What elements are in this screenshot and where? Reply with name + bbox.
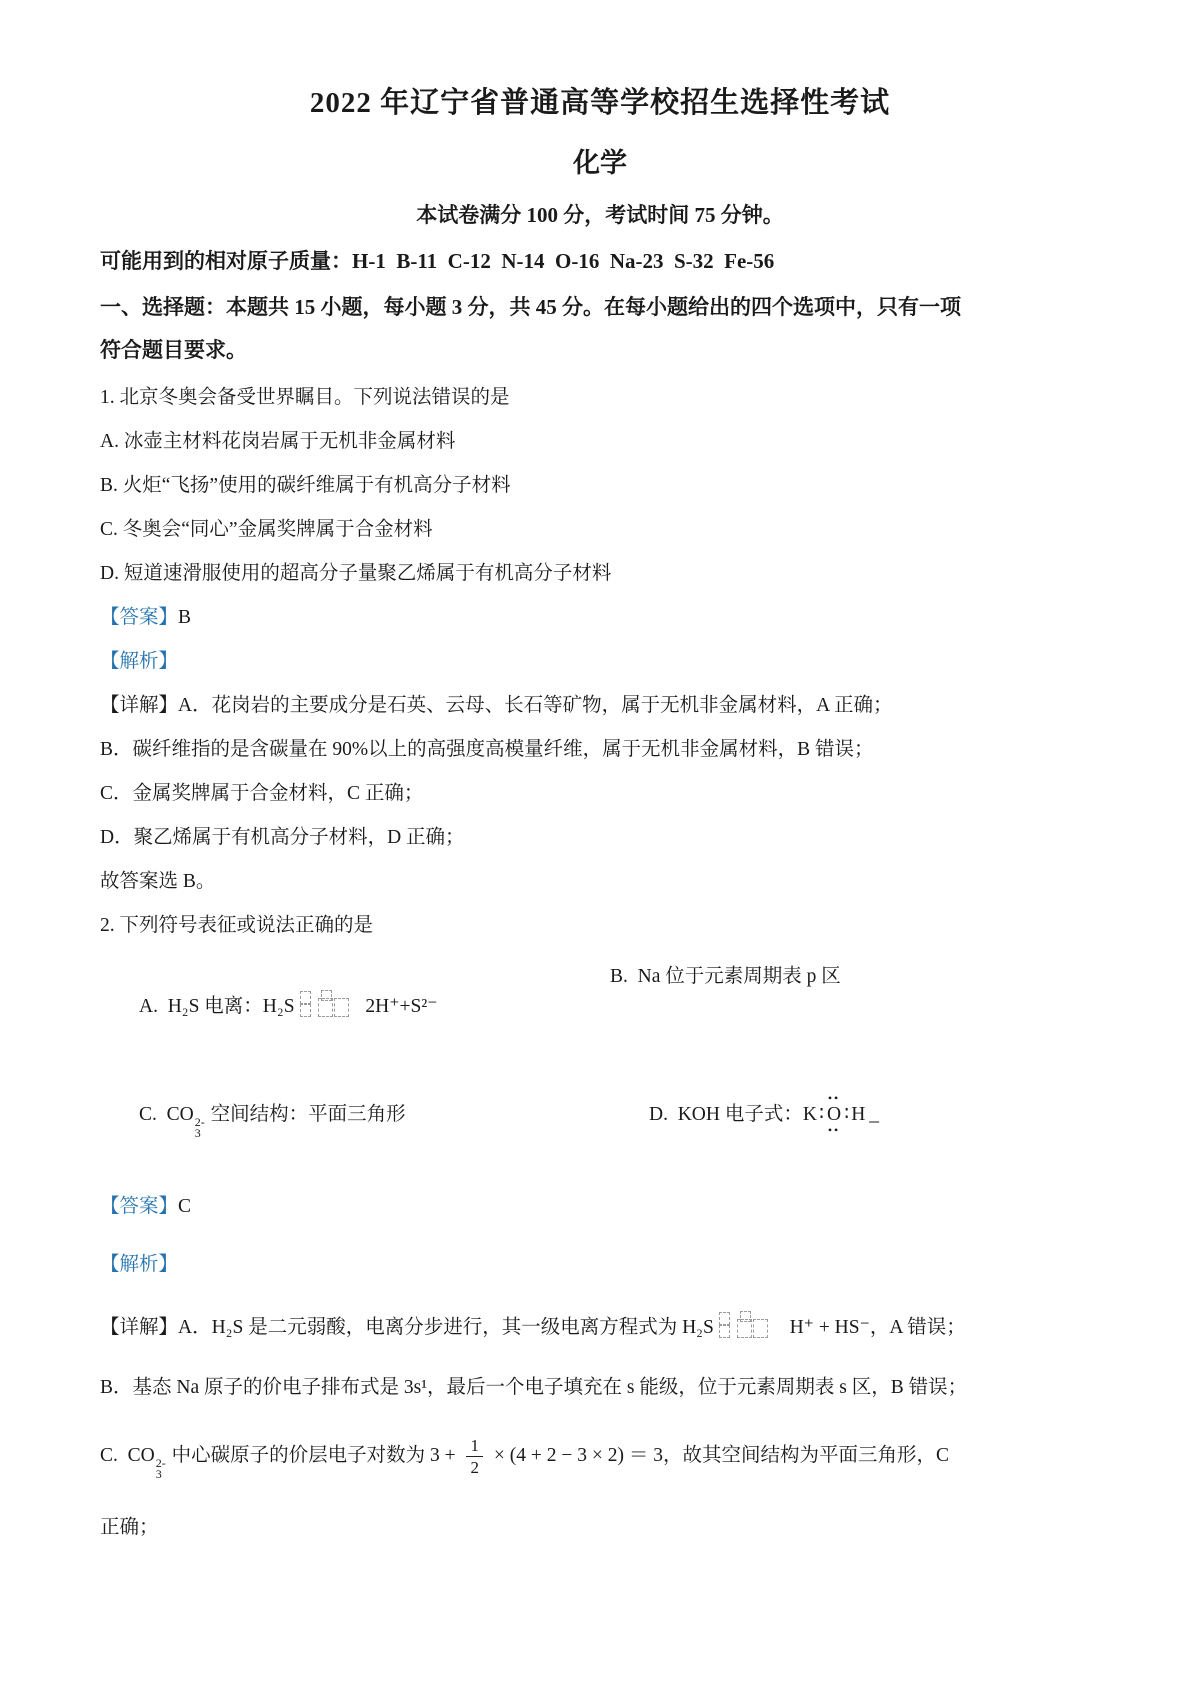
analysis-label: 【解析】: [100, 1254, 179, 1276]
section-heading-line1: 一、选择题：本题共 15 小题，每小题 3 分，共 45 分。在每小题给出的四个选项中，只有一项: [100, 294, 961, 319]
ef-underscore: _: [869, 1104, 880, 1126]
question-1: [100, 386, 1100, 894]
analysis-label: 【解析】: [100, 651, 179, 673]
q1-detail-b: B．碳纤维指的是含碳量在 90%以上的高强度高模量纤维，属于无机非金属材料，B 错误；: [100, 739, 874, 761]
q1-detail-d: D．聚乙烯属于有机高分子材料，D 正确；: [100, 827, 465, 849]
q2-option-c: [100, 1076, 610, 1165]
missing-glyph-boxes-icon: [300, 990, 356, 1017]
q2-detail-c-pre: C.: [100, 1445, 128, 1467]
co3-charge-stack: 2- 3: [194, 1115, 205, 1141]
q1-stem: 1. 北京冬奥会备受世界瞩目。下列说法错误的是: [100, 387, 510, 409]
q2-option-b: B. Na 位于元素周期表 p 区: [610, 966, 841, 988]
ef-o-wrap: [826, 1091, 842, 1138]
q1-detail-a-text: A．花岗岩的主要成分是石英、云母、长石等矿物，属于无机非金属材料，A 正确；: [178, 695, 893, 717]
q2-option-d: [610, 1076, 1100, 1165]
q2-detail-c: [100, 1436, 1100, 1480]
q2-detail-a: [100, 1311, 1100, 1340]
ef-o: O: [827, 1104, 842, 1126]
q2-option-a: [100, 964, 610, 1046]
section-heading-line2: 符合题目要求。: [100, 337, 247, 362]
ef-h: H: [851, 1104, 866, 1126]
ef-dots-bottom: ••: [827, 1123, 841, 1138]
answer-label: 【答案】: [100, 1196, 179, 1218]
q2-stem: 2. 下列符号表征或说法正确的是: [100, 915, 374, 937]
q2-detail-c-post: × (4 + 2 − 3 × 2) ＝ 3，故其空间结构为平面三角形，C: [488, 1445, 949, 1467]
q2-analysis-line: [100, 1253, 1100, 1277]
ef-colon-left: ∶: [818, 1104, 825, 1126]
subject-title: 化学: [573, 147, 627, 178]
q1-detail-c: C．金属奖牌属于合金材料，C 正确；: [100, 783, 424, 805]
one-half-fraction: $\frac{1}{2}$: [466, 1436, 483, 1477]
q1-analysis-line: [100, 650, 1100, 674]
co3-formula-base: CO: [127, 1445, 155, 1467]
co3-formula-base: CO: [166, 1104, 194, 1126]
q1-option-a: A. 冰壶主材料花岗岩属于无机非金属材料: [100, 431, 456, 453]
co3-charge-stack: 2- 3: [155, 1456, 166, 1482]
q2-options-row-1: [100, 964, 1100, 1046]
exam-info: 本试卷满分 100 分，考试时间 75 分钟。: [416, 203, 784, 228]
atomic-masses: 可能用到的相对原子质量：H-1 B-11 C-12 N-14 O-16 Na-23 S-32 Fe-56: [100, 249, 775, 274]
q2-detail-b: B．基态 Na 原子的价电子排布式是 3s¹，最后一个电子填充在 s 能级，位于元素周期表 s 区，B 错误；: [100, 1377, 968, 1399]
question-2: [100, 914, 1100, 1540]
q2-answer-line: [100, 1195, 1100, 1219]
ef-k: K: [802, 1104, 817, 1126]
q2-detail-a-post: H⁺ + HS⁻，A 错误；: [779, 1317, 966, 1339]
q1-answer-value: B: [178, 607, 192, 629]
q1-option-b: B. 火炬“飞扬”使用的碳纤维属于有机高分子材料: [100, 475, 511, 497]
ef-dots-top: ••: [827, 1091, 841, 1106]
q2-option-c-pre: C.: [139, 1104, 167, 1126]
detail-label: 【详解】: [100, 695, 179, 717]
q1-detail-a: [100, 694, 1100, 718]
page-title: 2022 年辽宁省普通高等学校招生选择性考试: [309, 87, 891, 119]
q2-answer-value: C: [178, 1196, 192, 1218]
q2-options-row-2: [100, 1076, 1100, 1165]
q2-option-a-pre: A. H₂S 电离：H₂S: [139, 996, 295, 1018]
q2-detail-c-mid: 中心碳原子的价层电子对数为 3 +: [166, 1445, 461, 1467]
detail-label: 【详解】: [100, 1317, 179, 1339]
q2-option-c-post: 空间结构：平面三角形: [205, 1104, 406, 1126]
koh-electron-formula: [802, 1091, 880, 1138]
q1-option-c: C. 冬奥会“同心”金属奖牌属于合金材料: [100, 519, 433, 541]
q2-option-a-post: 2H⁺+S²⁻: [360, 996, 438, 1018]
q2-detail-a-pre: A．H₂S 是二元弱酸，电离分步进行，其一级电离方程式为 H₂S: [178, 1317, 714, 1339]
q1-conclusion: 故答案选 B。: [100, 871, 216, 893]
answer-label: 【答案】: [100, 607, 179, 629]
q2-option-d-pre: D. KOH 电子式：: [649, 1104, 803, 1126]
q1-option-d: D. 短道速滑服使用的超高分子量聚乙烯属于有机高分子材料: [100, 563, 612, 585]
missing-glyph-boxes-icon: [719, 1311, 775, 1338]
q1-answer-line: [100, 606, 1100, 630]
ef-colon-right: ∶: [844, 1104, 850, 1126]
q2-detail-c-continuation: 正确；: [100, 1517, 159, 1539]
